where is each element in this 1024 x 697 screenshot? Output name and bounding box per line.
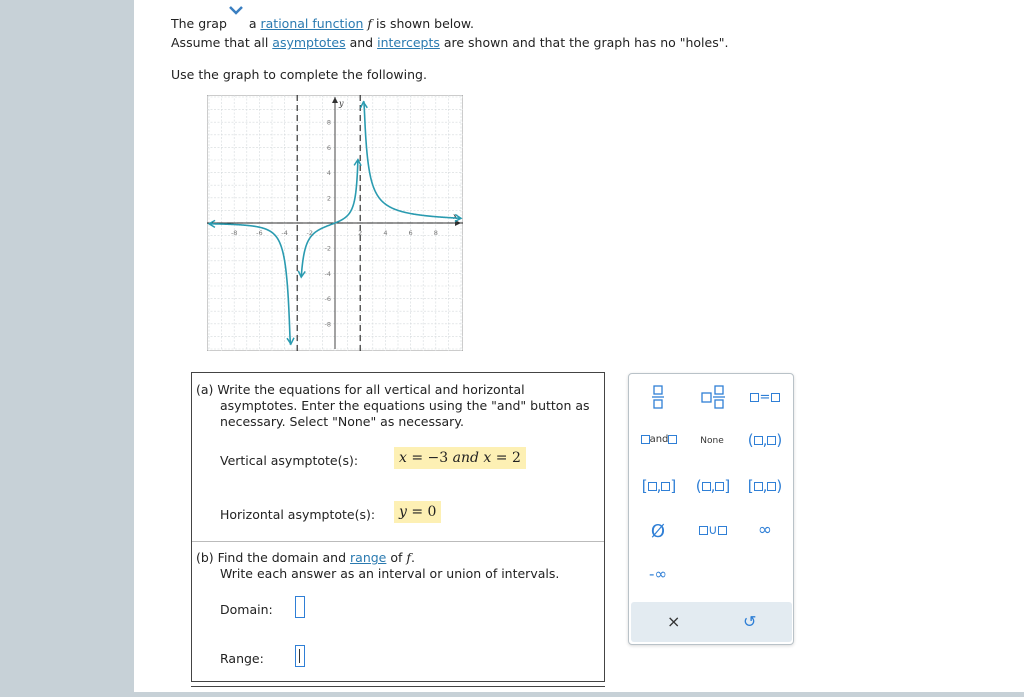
y-tick-label: -2 (324, 244, 331, 253)
part-a-prompt: (a) Write the equations for all vertical and horizontal asymptotes. Enter the equations using the "and" button as necessary. Select "None" as necessary. (196, 382, 590, 429)
range-label: Range: (220, 651, 264, 666)
equals-button[interactable]: = (747, 390, 783, 405)
infinity-button[interactable]: ∞ (757, 520, 773, 540)
vertical-asymptote-answer[interactable]: x = −3 and x = 2 (394, 447, 526, 469)
y-tick-label: 2 (326, 194, 331, 203)
closed-interval-button[interactable]: [ , ] (641, 477, 677, 495)
fraction-button[interactable] (649, 384, 667, 414)
x-tick-label: 8 (433, 229, 438, 237)
x-tick-label: 2 (358, 229, 363, 237)
domain-input[interactable] (295, 596, 305, 618)
horizontal-asymptote-label: Horizontal asymptote(s): (220, 507, 376, 522)
mixed-number-button[interactable] (699, 384, 729, 414)
x-tick-label: -8 (230, 229, 238, 237)
range-input[interactable] (295, 645, 305, 667)
x-tick-label: -2 (306, 229, 314, 237)
x-tick-label: 4 (383, 229, 388, 237)
rational-function-graph (207, 95, 463, 351)
x-tick-label: 6 (408, 229, 413, 237)
domain-label: Domain: (220, 602, 273, 617)
part-b-prompt: (b) Find the domain and range of f. Write each answer as an interval or union of intervals. (196, 550, 560, 581)
intro-line-1: The grap a rational function f is shown below. (171, 16, 474, 31)
negative-infinity-button[interactable]: -∞ (649, 565, 667, 583)
y-tick-label: 8 (326, 118, 331, 127)
range-link[interactable]: range (350, 550, 387, 565)
y-tick-label: -6 (324, 295, 331, 304)
rational-function-link[interactable]: rational function (260, 16, 364, 31)
bottom-strip (134, 692, 1024, 697)
y-tick-label: 6 (326, 143, 331, 152)
x-tick-label: -6 (256, 229, 263, 237)
palette-footer (631, 602, 792, 642)
empty-set-button[interactable]: Ø (650, 521, 666, 542)
union-button[interactable]: ∪ (695, 523, 731, 538)
y-axis-label: y (339, 99, 344, 108)
half-open-right-interval-button[interactable]: [ , ) (747, 477, 783, 495)
question-panel (191, 372, 605, 682)
x-tick-label: -4 (281, 229, 288, 237)
intercepts-link[interactable]: intercepts (377, 35, 440, 50)
mixed-number-icon (701, 384, 727, 410)
left-rail (0, 0, 134, 697)
text-cursor (299, 649, 300, 663)
none-button[interactable]: None (700, 436, 724, 446)
open-interval-button[interactable]: ( , ) (747, 431, 783, 449)
half-open-left-interval-button[interactable]: ( , ] (695, 477, 731, 495)
horizontal-asymptote-answer[interactable]: y = 0 (394, 501, 441, 523)
intro-instruction: Use the graph to complete the following. (171, 67, 427, 82)
vertical-asymptote-label: Vertical asymptote(s): (220, 453, 359, 468)
math-palette (628, 373, 794, 645)
y-tick-label: -8 (324, 320, 331, 329)
y-tick-label: 4 (326, 169, 331, 178)
fraction-icon (651, 384, 665, 410)
clear-button[interactable]: × (667, 612, 681, 631)
bottom-rule (191, 686, 605, 687)
and-button[interactable]: and (639, 434, 679, 445)
section-divider (192, 541, 604, 542)
undo-button[interactable]: ↺ (743, 612, 757, 631)
y-tick-label: -4 (324, 269, 331, 278)
x-axis-label: x (453, 212, 458, 221)
asymptotes-link[interactable]: asymptotes (272, 35, 346, 50)
intro-line-2: Assume that all asymptotes and intercepts are shown and that the graph has no "holes". (171, 35, 729, 50)
